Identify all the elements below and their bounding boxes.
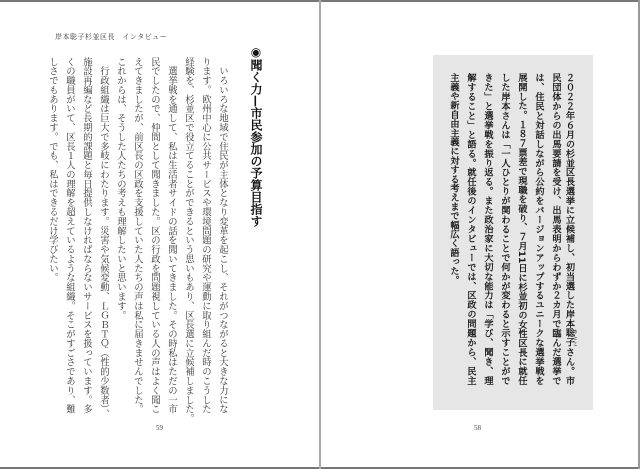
page-number-left: 59 [156,424,163,432]
body-line: 民でしたので、仲間として聞きました。区の行政を問題視している人の声はよく聞こ [149,57,160,414]
lead-line: 主義や新自由主義に対する考えまで幅広く語った。 [448,73,459,285]
body-line: 経験を、杉並区で役立てることができるという思いもあり、区長選に立候補しました。 [183,57,194,424]
book-spine [319,0,321,469]
lead-line: きた」と選挙戦を振り返る。また政治家に大切な能力は「学び、聞き、理 [482,73,493,385]
running-head: 岸本聡子杉並区長 インタビュー [55,33,168,41]
body-line: えてきましたが、前区長の区政を支援していた人たちの声は私に届きませんでした。 [132,57,143,414]
lead-line: した岸本さんは「一人ひとりが関わることで何かが変わると示すことがで [499,73,510,385]
lead-line: 展開した。１８７票差で現職を破り、７月11日に杉並初の女性区長に就任 [516,73,527,385]
lead-line [563,73,579,385]
body-line: ります。欧州中心に公共サービスや環境問題の研究や運動に取り組んだ時のこうした [200,57,211,414]
lead-line: は、住民と対話しながら公約をバージョンアップするユニークな選挙戦を [533,73,544,385]
ruby-reading: さとこ [573,328,579,348]
body-line: いろいろな地域で住民が主体となり変革を起こし、それがつながると大きな力にな [217,57,228,414]
lead-line: 民団体からの出馬要請を受け、出馬表明からわずか２カ月で臨んだ選挙で [550,73,561,385]
name-ruby [563,328,579,348]
body-line: これからは、そうした人たちの考えも理解したいと思います。 [115,57,126,320]
body-line: 選挙戦を通して、私は生活者サイドの話を聞いてきました。その時私はただの一市 [166,57,177,414]
body-line: 行政組織は巨大で多岐にわたります。災害や気候変動、ＬＧＢＴＱ（性的少数者）、 [98,57,109,419]
ruby-base: 聡子 [563,328,575,348]
body-line: しさでもあります。でも、私はできるだけ学びたい。 [47,57,58,283]
body-line: 施設再編など長期的課題と毎日提供しなければならないサービスを扱っています。多 [81,57,92,414]
body-line: くの職員がいて、区長１人の理解を超えているような組織。そこがすごさであり、難 [64,57,75,414]
lead-text: ２０２２年６月の杉並区長選挙に立候補し、初当選した岸本 [563,73,575,329]
page-number-right: 58 [474,424,481,432]
lead-text: さん。市 [563,347,575,385]
lead-line: 解すること」と語る。就任後のインタビューでは、区政の問題から、民主 [465,73,476,385]
section-heading: ◉聞く力—市民参加の予算目指す [249,45,263,227]
